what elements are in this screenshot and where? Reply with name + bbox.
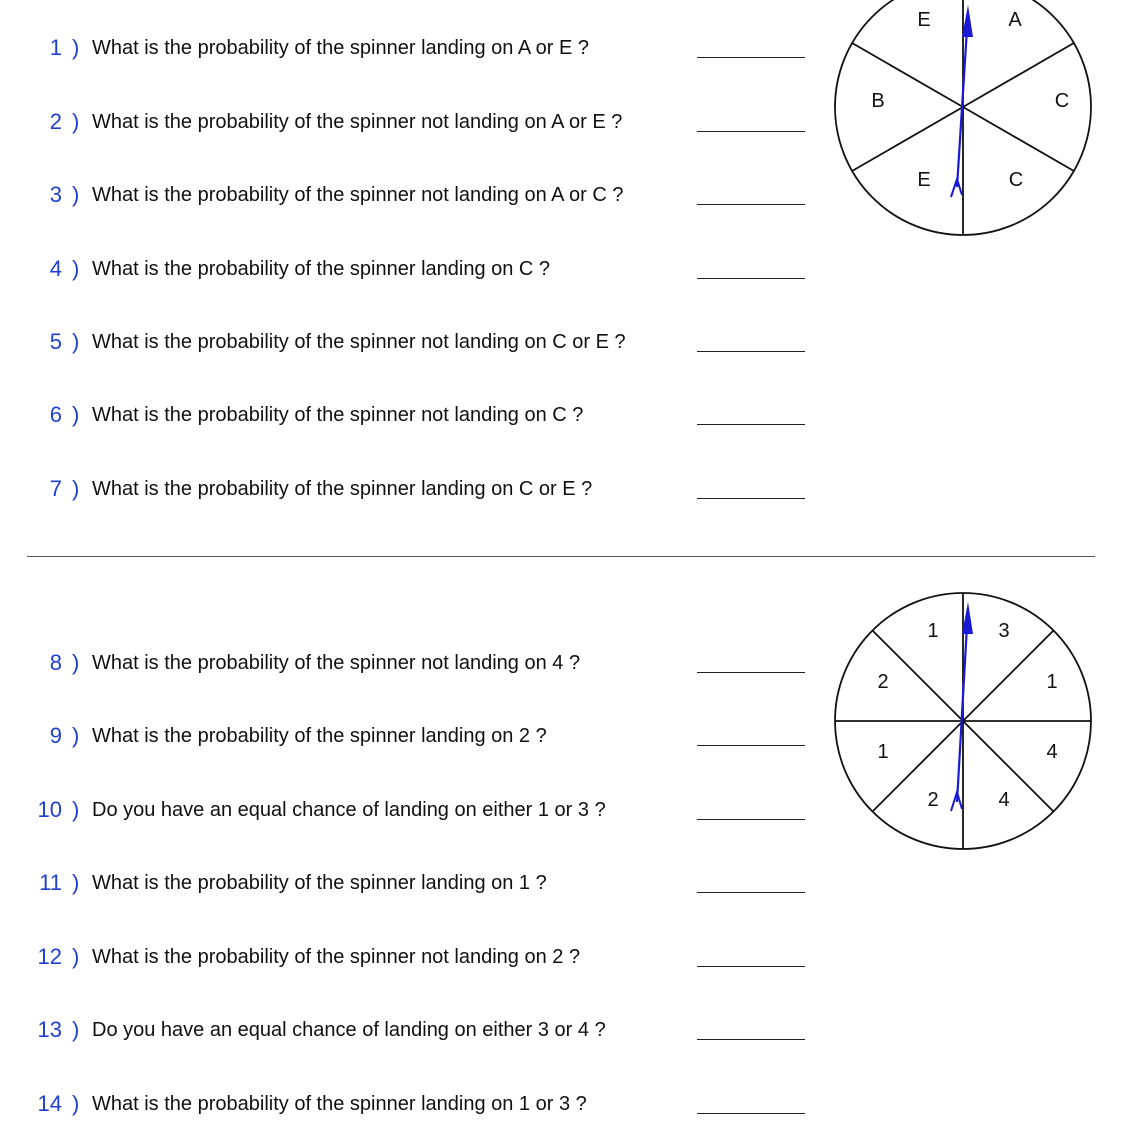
question-number: 8	[49, 650, 62, 675]
spinner-section-label: C	[1008, 169, 1024, 191]
question-paren: )	[72, 1091, 80, 1116]
spinner-section-label: 3	[998, 620, 1010, 642]
spinner-section-label: 1	[877, 741, 889, 763]
spinner-section-label: 1	[1046, 671, 1058, 693]
question-number: 9	[49, 723, 62, 748]
question-number: 4	[49, 256, 62, 281]
spinner-section-label: A	[1008, 9, 1022, 31]
answer-blank[interactable]	[697, 204, 805, 205]
question-9	[0, 721, 820, 751]
question-text: What is the probability of the spinner landing on 1 ?	[92, 872, 547, 894]
question-paren: )	[72, 944, 80, 969]
question-text: What is the probability of the spinner landing on 2 ?	[92, 725, 547, 747]
question-text: What is the probability of the spinner not landing on A or E ?	[92, 111, 623, 133]
question-12	[0, 942, 820, 972]
spinner-divider	[852, 107, 963, 171]
answer-blank[interactable]	[697, 424, 805, 425]
question-4	[0, 254, 820, 284]
spinner-letters-graphic	[818, 0, 1108, 255]
spinner-section-label: 1	[927, 620, 939, 642]
spinner-section-label: B	[871, 90, 885, 112]
question-paren: )	[72, 723, 80, 748]
question-number: 3	[49, 182, 62, 207]
question-number: 1	[49, 35, 62, 60]
question-5	[0, 327, 820, 357]
question-number: 10	[37, 797, 62, 822]
question-paren: )	[72, 35, 80, 60]
question-number: 14	[37, 1091, 62, 1116]
question-1	[0, 33, 820, 63]
question-text: What is the probability of the spinner not landing on C ?	[92, 404, 584, 426]
spinner-arrow-tail	[951, 179, 962, 197]
question-number: 7	[49, 476, 62, 501]
question-10	[0, 795, 820, 825]
question-text: Do you have an equal chance of landing on either 1 or 3 ?	[92, 799, 606, 821]
question-text: What is the probability of the spinner not landing on A or C ?	[92, 184, 624, 206]
question-paren: )	[72, 1017, 80, 1042]
spinner-numbers	[818, 592, 1108, 882]
section-divider	[27, 556, 1095, 557]
question-paren: )	[72, 797, 80, 822]
question-paren: )	[72, 476, 80, 501]
answer-blank[interactable]	[697, 351, 805, 352]
spinner-section-label: 2	[877, 671, 889, 693]
question-text: What is the probability of the spinner not landing on 2 ?	[92, 946, 581, 968]
spinner-section-label: 2	[927, 789, 939, 811]
question-number: 11	[39, 870, 62, 895]
question-paren: )	[72, 182, 80, 207]
question-11	[0, 868, 820, 898]
question-text: What is the probability of the spinner landing on C ?	[92, 258, 551, 280]
question-number: 5	[49, 329, 62, 354]
answer-blank[interactable]	[697, 278, 805, 279]
question-paren: )	[72, 329, 80, 354]
question-text: What is the probability of the spinner landing on A or E ?	[92, 37, 589, 59]
question-text: What is the probability of the spinner not landing on 4 ?	[92, 652, 581, 674]
question-number: 6	[49, 402, 62, 427]
answer-blank[interactable]	[697, 131, 805, 132]
answer-blank[interactable]	[697, 1039, 805, 1040]
spinner-divider	[963, 107, 1074, 171]
question-13	[0, 1015, 820, 1045]
spinner-section-label: C	[1054, 90, 1070, 112]
question-text: What is the probability of the spinner not landing on C or E ?	[92, 331, 626, 353]
question-number: 12	[37, 944, 62, 969]
question-number: 13	[37, 1017, 62, 1042]
answer-blank[interactable]	[697, 498, 805, 499]
question-paren: )	[72, 402, 80, 427]
question-paren: )	[72, 256, 80, 281]
answer-blank[interactable]	[697, 819, 805, 820]
question-paren: )	[72, 870, 80, 895]
spinner-divider	[852, 43, 963, 107]
spinner-section-label: E	[917, 169, 931, 191]
spinner-numbers-graphic	[818, 592, 1108, 882]
answer-blank[interactable]	[697, 1113, 805, 1114]
answer-blank[interactable]	[697, 966, 805, 967]
question-number: 2	[49, 109, 62, 134]
question-text: What is the probability of the spinner landing on C or E ?	[92, 478, 593, 500]
question-14	[0, 1089, 820, 1119]
spinner-section-label: E	[917, 9, 931, 31]
answer-blank[interactable]	[697, 745, 805, 746]
question-6	[0, 400, 820, 430]
spinner-section-label: 4	[998, 789, 1010, 811]
question-paren: )	[72, 650, 80, 675]
question-8	[0, 648, 820, 678]
spinner-section-label: 4	[1046, 741, 1058, 763]
question-text: Do you have an equal chance of landing on either 3 or 4 ?	[92, 1019, 606, 1041]
question-3	[0, 180, 820, 210]
question-2	[0, 107, 820, 137]
answer-blank[interactable]	[697, 672, 805, 673]
question-paren: )	[72, 109, 80, 134]
answer-blank[interactable]	[697, 892, 805, 893]
spinner-letters	[818, 0, 1108, 255]
question-7	[0, 474, 820, 504]
answer-blank[interactable]	[697, 57, 805, 58]
question-text: What is the probability of the spinner landing on 1 or 3 ?	[92, 1093, 587, 1115]
